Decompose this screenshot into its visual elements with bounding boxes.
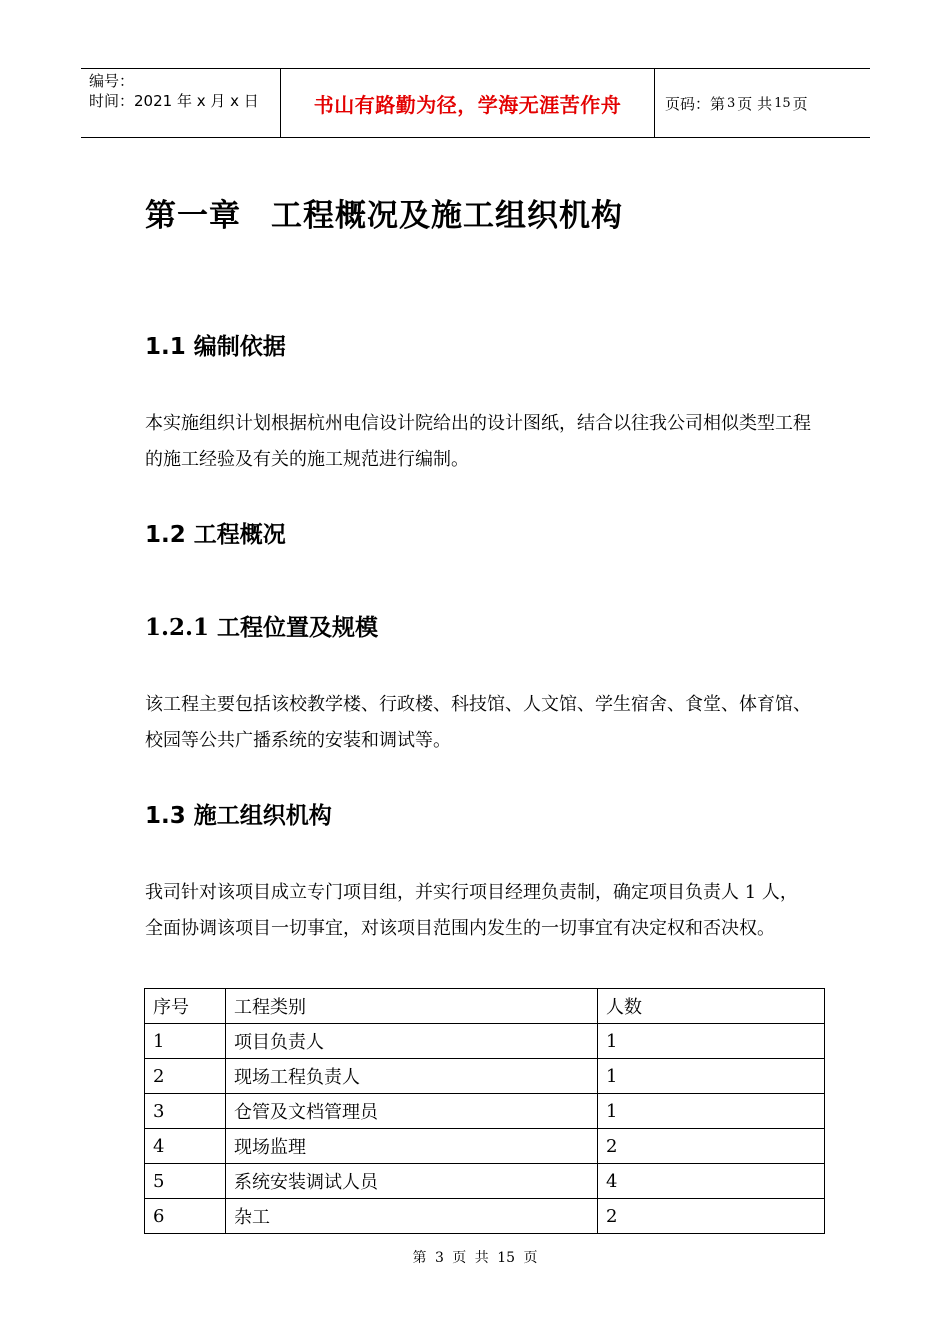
section-heading-1-2-1: 1.2.1 工程位置及规模 — [145, 614, 379, 641]
table-row — [145, 1129, 825, 1164]
table-cell: 杂工 — [226, 1199, 598, 1234]
table-cell: 现场监理 — [226, 1129, 598, 1164]
header-page-number — [655, 69, 870, 137]
chapter-number: 第一章 — [145, 198, 241, 234]
header-motto: 书山有路勤为径，学海无涯苦作舟 — [281, 69, 655, 137]
section-text-1-3: 我司针对该项目成立专门项目组，并实行项目经理负责制，确定项目负责人 1 人，全面协调该项目一切事宜，对该项目范围内发生的一切事宜有决定权和否决权。 — [145, 882, 798, 939]
time-label: 时间：2021 年 x 月 x 日 — [89, 92, 259, 110]
chapter-subtitle: 工程概况及施工组织机构 — [271, 198, 623, 234]
table-cell: 5 — [145, 1164, 226, 1199]
table-header-row — [145, 989, 825, 1024]
table-cell: 3 — [145, 1094, 226, 1129]
number-label: 编号： — [89, 72, 135, 90]
page-total: 15 — [774, 95, 791, 111]
table-cell: 2 — [598, 1199, 825, 1234]
table-header-cell: 人数 — [598, 989, 825, 1024]
table-cell: 1 — [598, 1094, 825, 1129]
table-header-cell: 序号 — [145, 989, 226, 1024]
table-row — [145, 1164, 825, 1199]
table-row — [145, 1024, 825, 1059]
chapter-heading — [145, 190, 623, 235]
table-cell: 仓管及文档管理员 — [226, 1094, 598, 1129]
page-current: 3 — [727, 95, 736, 111]
table-cell: 4 — [598, 1164, 825, 1199]
page-footer: 第 3 页 共 15 页 — [412, 1250, 538, 1266]
page-mid: 页 共 — [737, 94, 773, 113]
table-cell: 1 — [598, 1024, 825, 1059]
table-header-cell: 工程类别 — [226, 989, 598, 1024]
section-heading-1-1: 1.1 编制依据 — [145, 334, 286, 360]
table-cell: 系统安装调试人员 — [226, 1164, 598, 1199]
table-cell: 4 — [145, 1129, 226, 1164]
page-suffix: 页 — [792, 94, 808, 113]
table-cell: 6 — [145, 1199, 226, 1234]
section-heading-1-2: 1.2 工程概况 — [145, 522, 286, 548]
section-text-1-2-1: 该工程主要包括该校教学楼、行政楼、科技馆、人文馆、学生宿舍、食堂、体育馆、校园等公共广播系统的安装和调试等。 — [145, 694, 811, 751]
page-prefix: 页码：第 — [665, 94, 726, 113]
table-cell: 1 — [145, 1024, 226, 1059]
page-header — [81, 68, 870, 138]
header-meta — [81, 69, 281, 137]
table-cell: 现场工程负责人 — [226, 1059, 598, 1094]
section-heading-1-3: 1.3 施工组织机构 — [145, 803, 332, 829]
section-text-1-1: 本实施组织计划根据杭州电信设计院给出的设计图纸，结合以往我公司相似类型工程的施工经验及有关的施工规范进行编制。 — [145, 413, 811, 470]
table-cell: 项目负责人 — [226, 1024, 598, 1059]
table-row — [145, 1094, 825, 1129]
table-row — [145, 1199, 825, 1234]
staff-table — [144, 988, 825, 1234]
table-row — [145, 1059, 825, 1094]
table-cell: 2 — [598, 1129, 825, 1164]
table-cell: 1 — [598, 1059, 825, 1094]
table-cell: 2 — [145, 1059, 226, 1094]
